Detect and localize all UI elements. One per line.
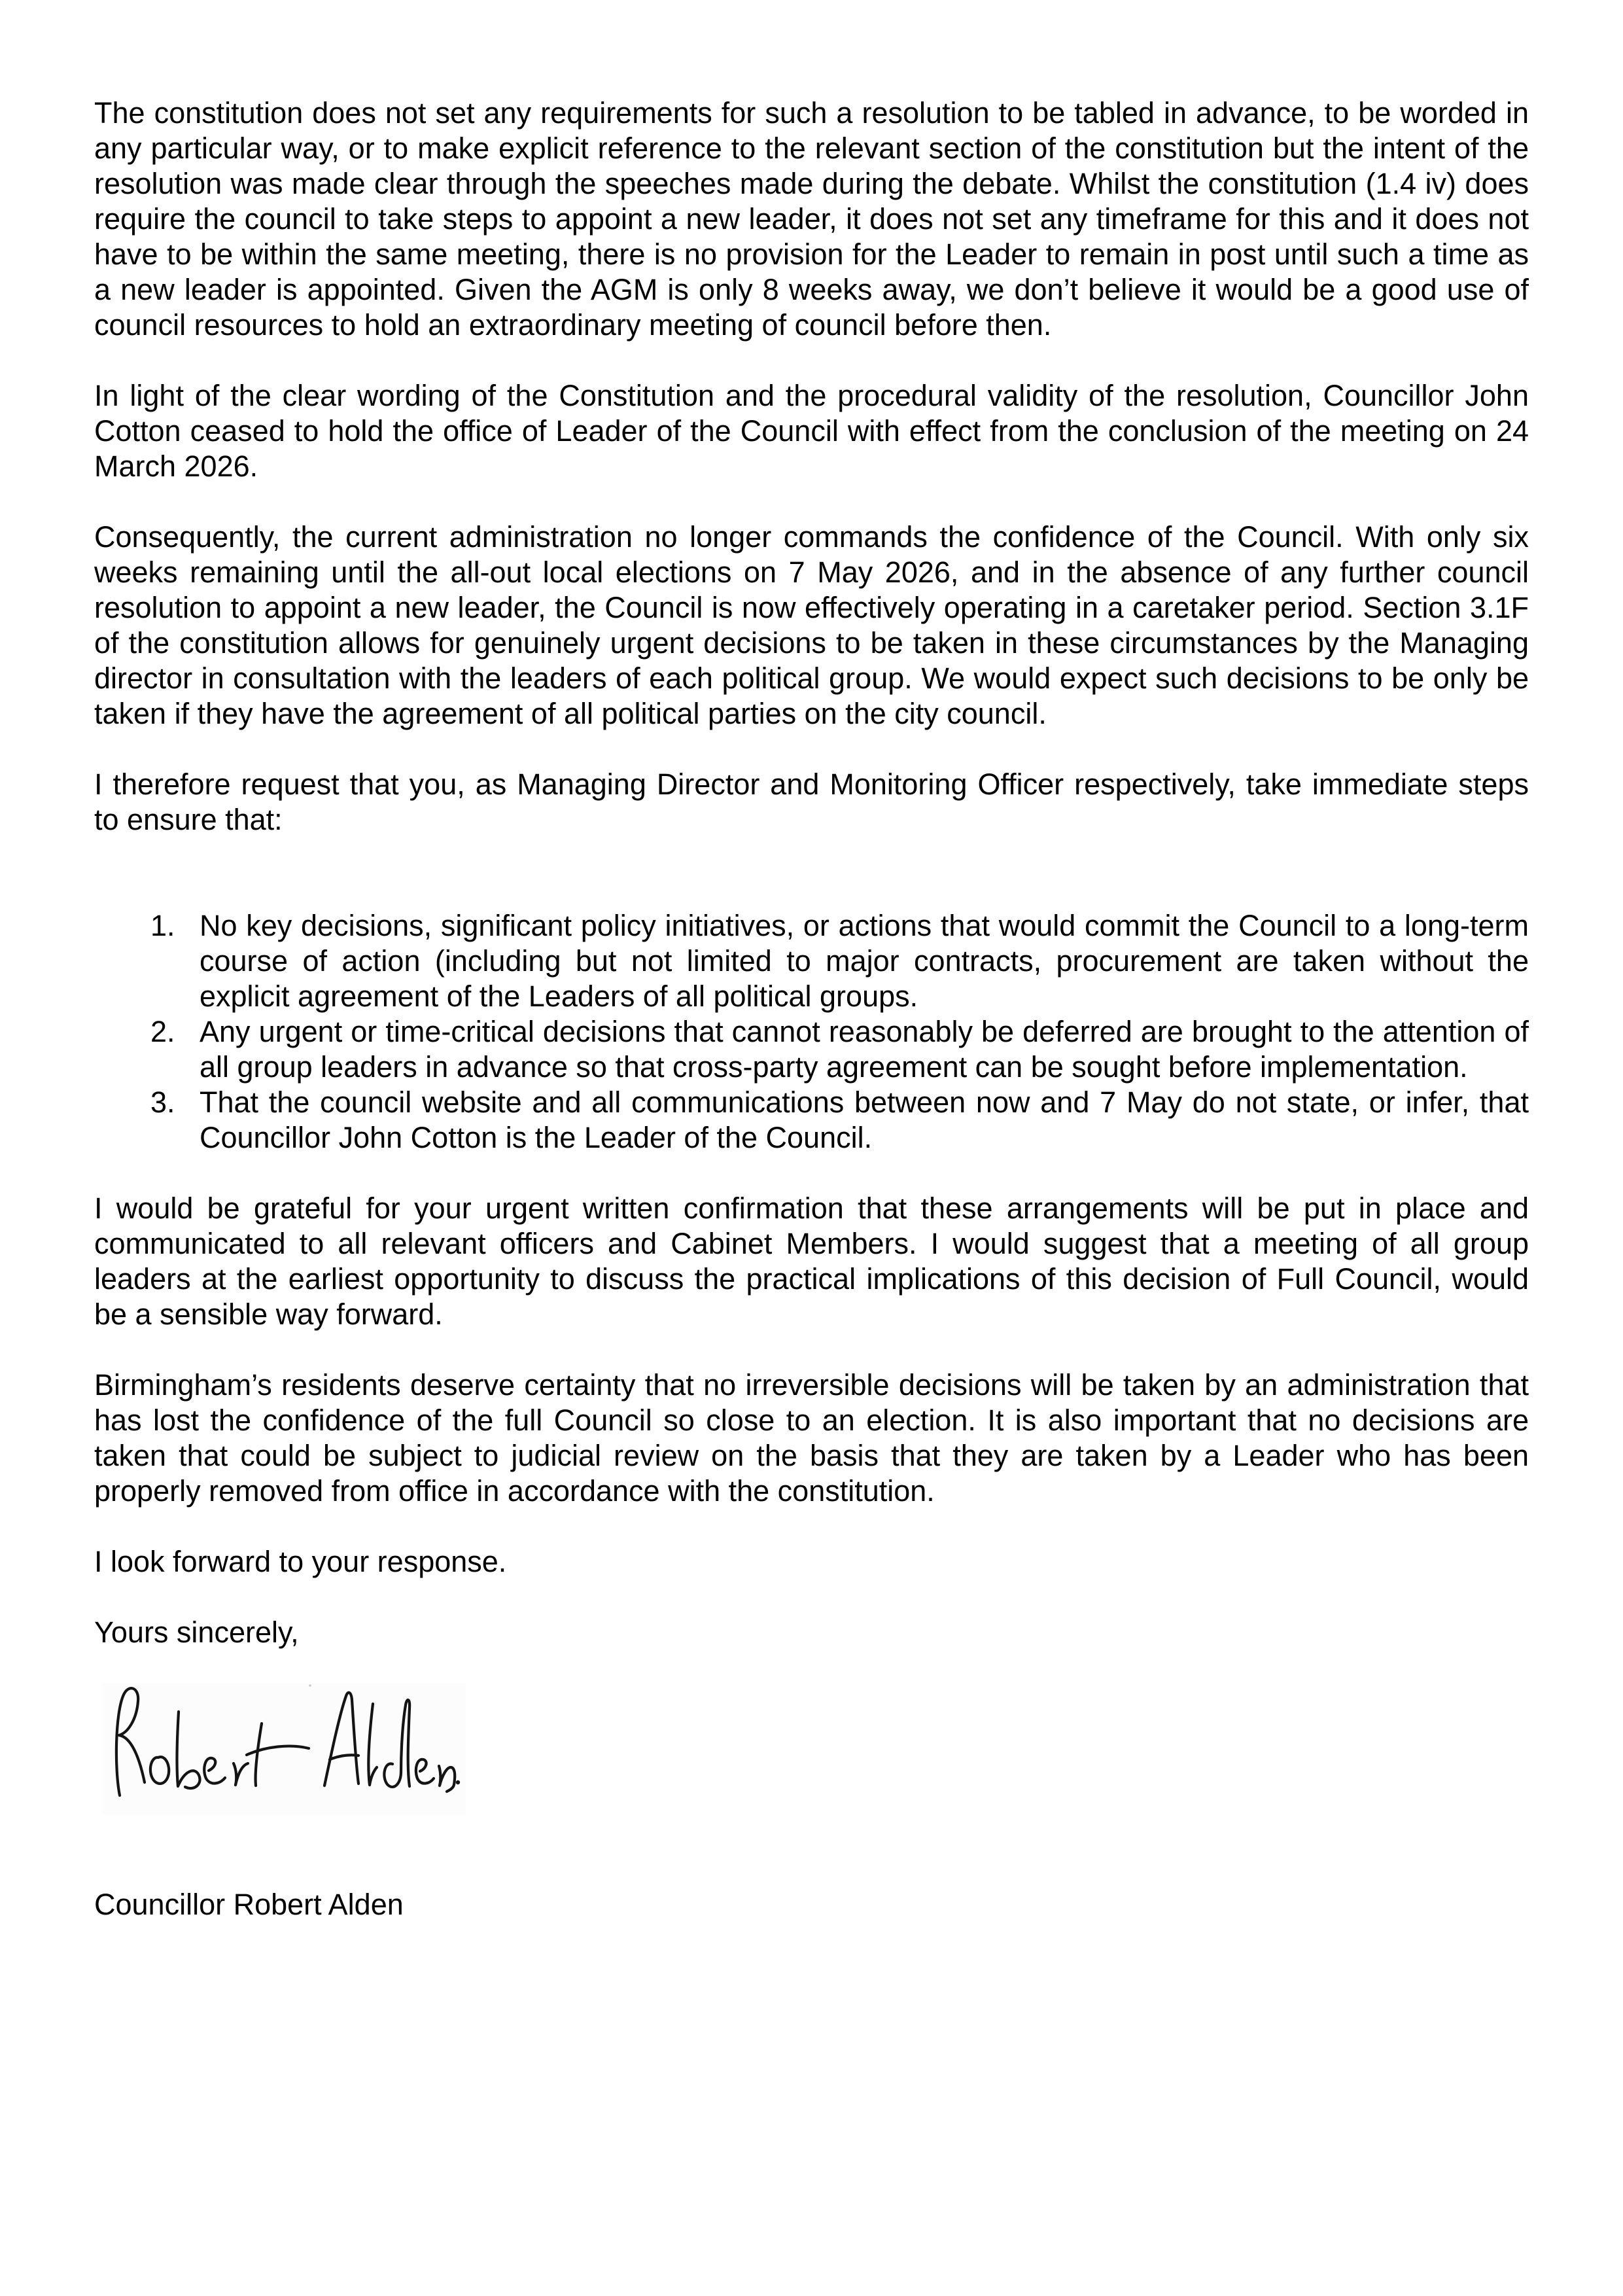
list-item-website-communications	[94, 1085, 1529, 1156]
para-constitution-requirements: The constitution does not set any requirements for such a resolution to be tabled in advance, to be worded in any particular way, or to make explicit reference to the relevant section of the constitution but the intent of the resolution was made clear through the speeches made during the debate. Whilst the constitution (1.4 iv) does require the council to take steps to appoint a new leader, it does not set any timeframe for this and it does not have to be within the same meeting, there is no provision for the Leader to remain in post until such a time as a new leader is appointed. Given the AGM is only 8 weeks away, we don’t believe it would be a good use of council resources to hold an extraordinary meeting of council before then.	[94, 96, 1529, 342]
closing-line: I look forward to your response.	[94, 1545, 507, 1578]
list-number: 2.	[150, 1015, 175, 1048]
para-request-intro: I therefore request that you, as Managing Director and Monitoring Officer respectively, take immediate steps to ensure that:	[94, 768, 1529, 836]
signatory-name: Councillor Robert Alden	[94, 1888, 404, 1921]
list-number: 1.	[150, 909, 175, 942]
para-written-confirmation: I would be grateful for your urgent written confirmation that these arrangements will be put in place and communicated to all relevant officers and Cabinet Members. I would suggest that a meeting of all group leaders at the earliest opportunity to discuss the practical implications of this decision of Full Council, would be a sensible way forward.	[94, 1192, 1529, 1331]
valediction: Yours sincerely,	[94, 1616, 299, 1649]
list-item-text: Any urgent or time-critical decisions that cannot reasonably be deferred are brought to the attention of all group leaders in advance so that cross-party agreement can be sought before implementation.	[200, 1015, 1529, 1084]
request-list	[94, 908, 1529, 1156]
signature-image	[102, 1683, 466, 1815]
list-item-no-key-decisions	[94, 908, 1529, 1014]
handwritten-signature-robert-alden	[102, 1683, 466, 1815]
para-residents-certainty: Birmingham’s residents deserve certainty that no irreversible decisions will be taken by an administration that has lost the confidence of the full Council so close to an election. It is also important that no decisions are taken that could be subject to judicial review on the basis that they are taken by a Leader who has been properly removed from office in accordance with the constitution.	[94, 1368, 1529, 1508]
letter-body	[94, 96, 1529, 1922]
para-caretaker-period: Consequently, the current administration no longer commands the confidence of the Council. With only six weeks remaining until the all-out local elections on 7 May 2026, and in the absence of any further council resolution to appoint a new leader, the Council is now effectively operating in a caretaker period. Section 3.1F of the constitution allows for genuinely urgent decisions to be taken in these circumstances by the Managing director in consultation with the leaders of each political group. We would expect such decisions to be only be taken if they have the agreement of all political parties on the city council.	[94, 520, 1529, 730]
list-number: 3.	[150, 1086, 175, 1119]
list-item-text: No key decisions, significant policy initiatives, or actions that would commit the Council to a long-term course of action (including but not limited to major contracts, procurement are taken without the explicit agreement of the Leaders of all political groups.	[200, 909, 1529, 1013]
list-item-urgent-decisions	[94, 1014, 1529, 1085]
para-leader-ceased-office: In light of the clear wording of the Constitution and the procedural validity of the resolution, Councillor John Cotton ceased to hold the office of Leader of the Council with effect from the conclusion of the meeting on 24 March 2026.	[94, 379, 1529, 483]
list-item-text: That the council website and all communications between now and 7 May do not state, or infer, that Councillor John Cotton is the Leader of the Council.	[200, 1086, 1529, 1154]
